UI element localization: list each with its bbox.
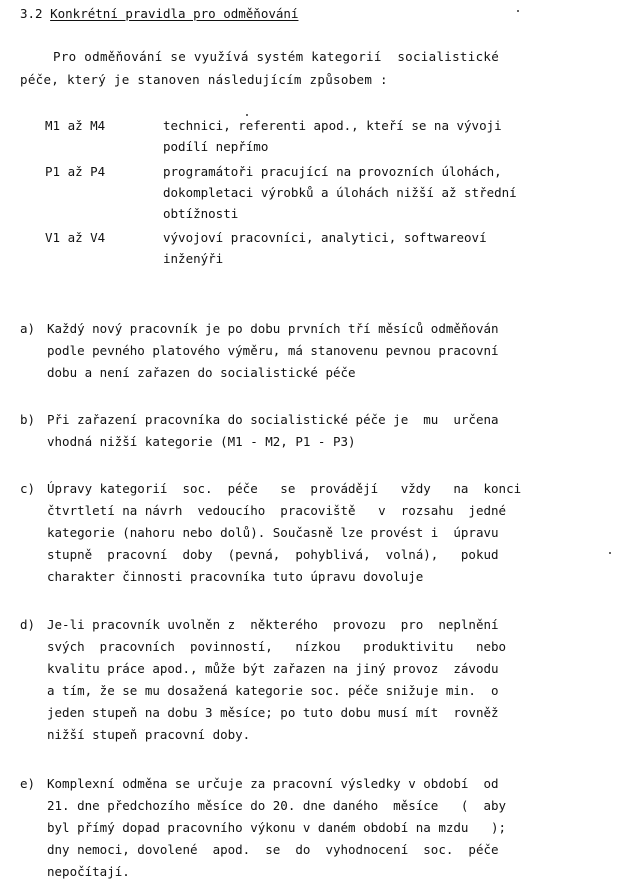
item-label: c) [20, 481, 36, 496]
list-item [47, 614, 506, 746]
item-line: jeden stupeň na dobu 3 měsíce; po tuto dobu musí mít rovněž [47, 705, 499, 720]
item-line: nižší stupeň pracovní doby. [47, 727, 251, 742]
section-title: Konkrétní pravidla pro odměňování [50, 6, 299, 21]
item-line: a tím, že se mu dosažená kategorie soc. péče snižuje min. o [47, 683, 499, 698]
item-label: d) [20, 617, 36, 632]
category-code: M1 až M4 [45, 118, 106, 133]
category-line: vývojoví pracovníci, analytici, softwareoví [163, 230, 487, 245]
category-line: dokompletaci výrobků a úlohách nižší až střední [163, 185, 517, 200]
section-heading [20, 6, 298, 22]
item-line: kategorie (nahoru nebo dolů). Současně lze provést i úpravu [47, 525, 499, 540]
item-label: e) [20, 776, 36, 791]
scan-speck [246, 114, 248, 116]
item-line: vhodná nižší kategorie (M1 - M2, P1 - P3) [47, 434, 356, 449]
section-number: 3.2 [20, 6, 43, 21]
category-line: podílí nepřímo [163, 139, 269, 154]
category-code: V1 až V4 [45, 230, 106, 245]
category-description [163, 161, 517, 224]
category-description [163, 115, 502, 157]
item-line: kvalitu práce apod., může být zařazen na jiný provoz závodu [47, 661, 499, 676]
category-description [163, 227, 487, 269]
category-line: technici, referenti apod., kteří se na vývoji [163, 118, 502, 133]
category-line: obtížnosti [163, 206, 239, 221]
category-line: programátoři pracující na provozních úlohách, [163, 164, 502, 179]
list-item [47, 409, 499, 453]
intro-line: péče, který je stanoven následujícím způsobem : [20, 72, 388, 87]
list-item [47, 318, 499, 384]
list-item [47, 478, 521, 588]
item-line: charakter činnosti pracovníka tuto úpravu dovoluje [47, 569, 424, 584]
item-line: Komplexní odměna se určuje za pracovní výsledky v období od [47, 776, 499, 791]
item-line: Každý nový pracovník je po dobu prvních tří měsíců odměňován [47, 321, 499, 336]
category-line: inženýři [163, 251, 224, 266]
scan-speck [609, 552, 611, 554]
intro-line: Pro odměňování se využívá systém kategorií socialistické [53, 49, 500, 64]
item-line: podle pevného platového výměru, má stanovenu pevnou pracovní [47, 343, 499, 358]
item-line: dny nemoci, dovolené apod. se do vyhodnocení soc. péče [47, 842, 499, 857]
item-line: nepočítají. [47, 864, 130, 879]
item-line: 21. dne předchozího měsíce do 20. dne daného měsíce ( aby [47, 798, 507, 813]
item-line: stupně pracovní doby (pevná, pohyblivá, volná), pokud [47, 547, 499, 562]
item-line: svých pracovních povinností, nízkou produktivitu nebo [47, 639, 507, 654]
item-line: Při zařazení pracovníka do socialistické péče je mu určena [47, 412, 499, 427]
item-line: byl přímý dopad pracovního výkonu v daném období na mzdu ); [47, 820, 507, 835]
item-line: Úpravy kategorií soc. péče se provádějí vždy na konci [47, 481, 522, 496]
list-item [47, 773, 506, 883]
item-line: Je-li pracovník uvolněn z některého provozu pro neplnění [47, 617, 499, 632]
category-code: P1 až P4 [45, 164, 106, 179]
item-label: b) [20, 412, 36, 427]
scan-speck [517, 10, 519, 12]
item-line: čtvrtletí na návrh vedoucího pracoviště v rozsahu jedné [47, 503, 507, 518]
item-line: dobu a není zařazen do socialistické péče [47, 365, 356, 380]
item-label: a) [20, 321, 36, 336]
